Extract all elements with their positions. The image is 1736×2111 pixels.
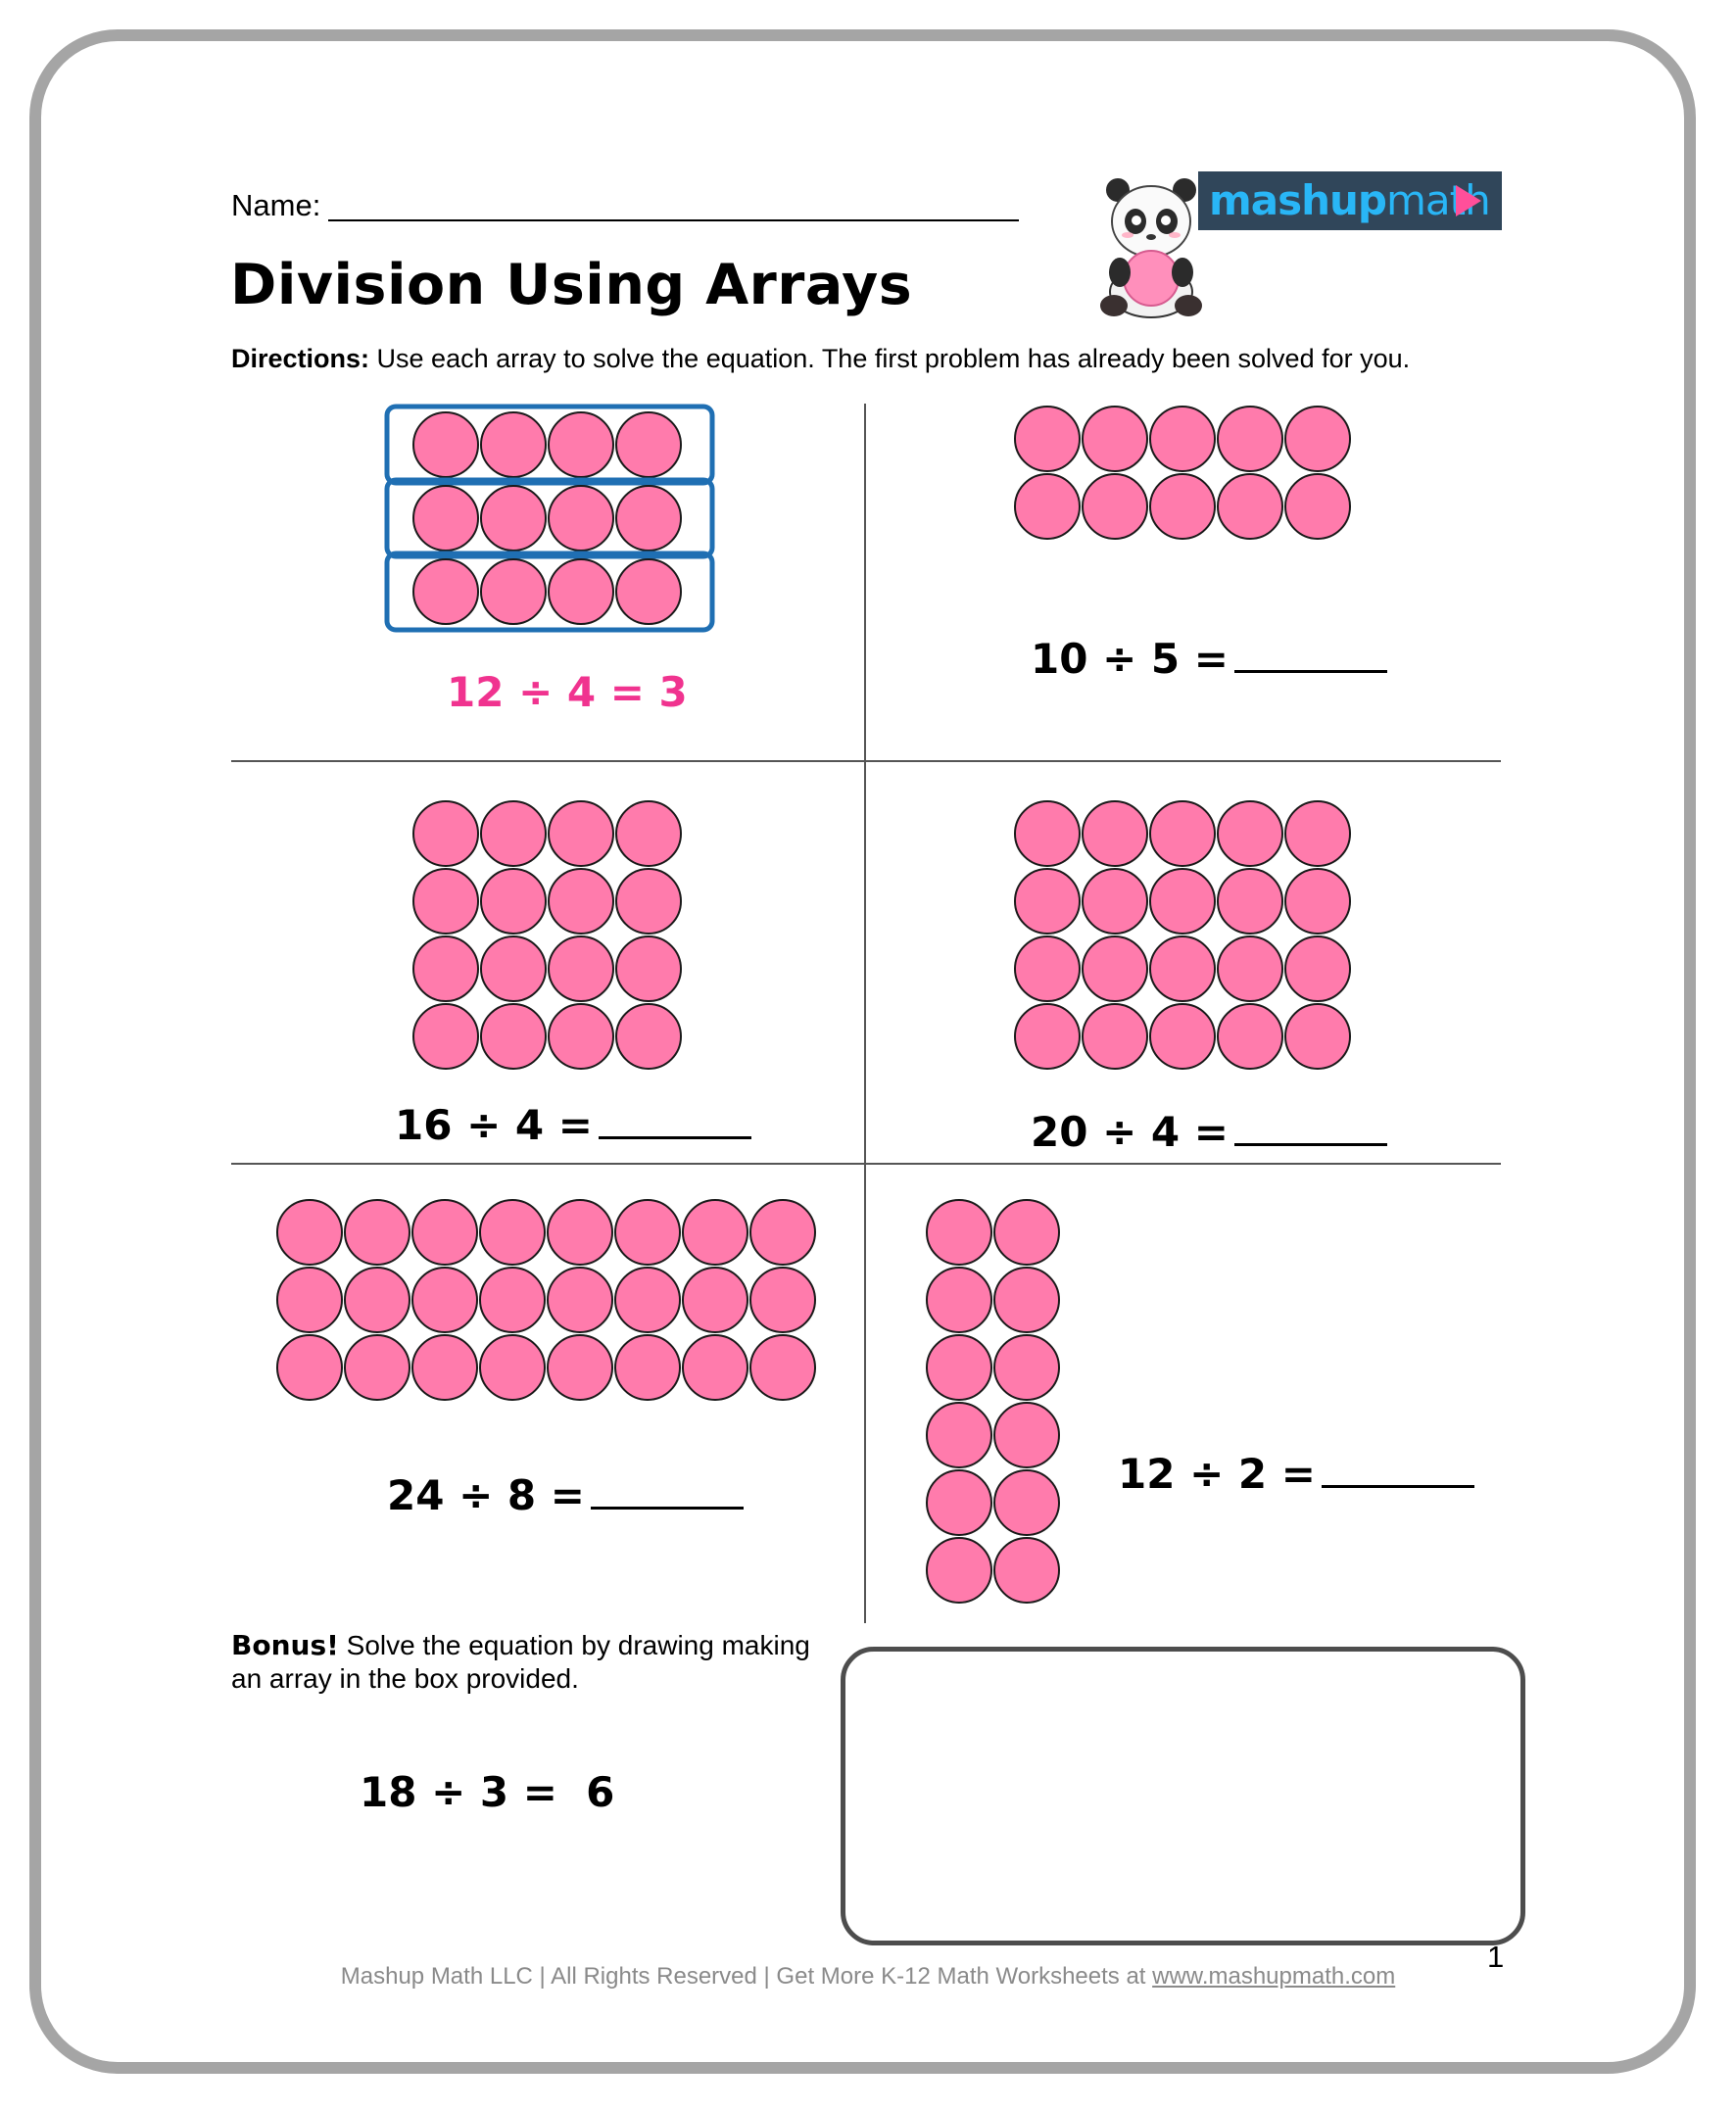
- array-dot: [1083, 936, 1147, 1001]
- array-dot: [1285, 801, 1350, 866]
- array-dot: [548, 1268, 612, 1332]
- dot-array-3: [410, 798, 704, 1092]
- array-dot: [1015, 1004, 1080, 1069]
- equation-6: [1118, 1450, 1474, 1498]
- array-dot: [480, 1335, 545, 1400]
- array-dot: [750, 1268, 815, 1332]
- array-dot: [549, 412, 613, 477]
- array-dot: [412, 1335, 477, 1400]
- array-dot: [1150, 869, 1215, 934]
- array-dot: [277, 1268, 342, 1332]
- array-dot: [927, 1335, 991, 1400]
- array-dot: [616, 801, 681, 866]
- directions: [231, 344, 1410, 374]
- array-dot: [481, 559, 546, 624]
- array-dot: [1285, 407, 1350, 471]
- array-dot: [1150, 407, 1215, 471]
- array-dot: [616, 1004, 681, 1069]
- array-dot: [616, 869, 681, 934]
- array-dot: [1218, 407, 1282, 471]
- array-dot: [481, 869, 546, 934]
- array-dot: [1150, 801, 1215, 866]
- array-dot: [994, 1538, 1059, 1603]
- array-dot: [1218, 936, 1282, 1001]
- array-dot: [481, 801, 546, 866]
- grid-divider-horizontal: [231, 760, 1501, 762]
- array-dot: [480, 1200, 545, 1265]
- array-dot: [345, 1200, 410, 1265]
- array-dot: [345, 1268, 410, 1332]
- array-dot: [1285, 1004, 1350, 1069]
- equation-2: [1031, 635, 1387, 683]
- dot-array-4: [1012, 798, 1355, 1092]
- array-dot: [683, 1268, 747, 1332]
- dot-array-2: [1012, 404, 1355, 551]
- bonus-drawing-box[interactable]: [841, 1647, 1525, 1945]
- bonus-text-line2: an array in the box provided.: [231, 1663, 579, 1694]
- array-dot: [345, 1335, 410, 1400]
- equation-5-text: 24 ÷ 8 =: [387, 1471, 585, 1519]
- array-dot: [1083, 1004, 1147, 1069]
- footer-link[interactable]: www.mashupmath.com: [1152, 1963, 1396, 1990]
- array-dot: [548, 1200, 612, 1265]
- array-dot: [994, 1268, 1059, 1332]
- array-dot: [994, 1200, 1059, 1265]
- equation-5: [387, 1471, 744, 1519]
- equation-4: [1031, 1108, 1387, 1156]
- array-dot: [413, 869, 478, 934]
- array-dot: [927, 1470, 991, 1535]
- play-icon: [1456, 185, 1481, 216]
- array-dot: [683, 1335, 747, 1400]
- array-dot: [1015, 936, 1080, 1001]
- array-dot: [1150, 1004, 1215, 1069]
- answer-blank-2[interactable]: [1234, 637, 1387, 673]
- array-dot: [1285, 936, 1350, 1001]
- array-dot: [1150, 474, 1215, 539]
- array-dot: [750, 1335, 815, 1400]
- array-dot: [549, 869, 613, 934]
- array-dot: [927, 1403, 991, 1467]
- array-dot: [413, 936, 478, 1001]
- array-dot: [1150, 936, 1215, 1001]
- dot-array-6: [924, 1197, 1071, 1608]
- array-dot: [1083, 474, 1147, 539]
- page-number: 1: [1487, 1940, 1505, 1974]
- equation-3-text: 16 ÷ 4 =: [395, 1101, 593, 1149]
- array-dot: [413, 559, 478, 624]
- name-write-line[interactable]: [328, 219, 1019, 221]
- array-dot: [1015, 407, 1080, 471]
- brand-logo-text: [1209, 176, 1490, 224]
- array-dot: [615, 1200, 680, 1265]
- array-dot: [1218, 474, 1282, 539]
- array-dot: [750, 1200, 815, 1265]
- array-dot: [413, 486, 478, 551]
- array-dot: [412, 1200, 477, 1265]
- answer-blank-6[interactable]: [1322, 1452, 1474, 1488]
- equation-1: 12 ÷ 4 = 3: [447, 668, 688, 716]
- array-dot: [480, 1268, 545, 1332]
- array-dot: [1285, 869, 1350, 934]
- array-dot: [1083, 407, 1147, 471]
- array-dot: [994, 1335, 1059, 1400]
- array-dot: [1015, 869, 1080, 934]
- equation-3: [395, 1101, 751, 1149]
- array-dot: [413, 801, 478, 866]
- array-dot: [481, 1004, 546, 1069]
- array-dot: [481, 936, 546, 1001]
- array-dot: [412, 1268, 477, 1332]
- bonus-label: Bonus!: [231, 1629, 339, 1661]
- array-dot: [548, 1335, 612, 1400]
- directions-label: Directions:: [231, 344, 370, 373]
- equation-2-text: 10 ÷ 5 =: [1031, 635, 1229, 683]
- footer-text: Mashup Math LLC | All Rights Reserved | Get More K-12 Math Worksheets at: [340, 1963, 1153, 1990]
- answer-blank-5[interactable]: [591, 1473, 744, 1510]
- array-dot: [1083, 869, 1147, 934]
- dot-array-5: [274, 1197, 823, 1422]
- array-dot: [616, 936, 681, 1001]
- array-dot: [927, 1268, 991, 1332]
- bonus-instructions: [231, 1629, 810, 1696]
- array-dot: [615, 1268, 680, 1332]
- array-dot: [413, 1004, 478, 1069]
- array-dot: [481, 486, 546, 551]
- array-dot: [616, 486, 681, 551]
- array-dot: [1015, 801, 1080, 866]
- array-dot: [549, 801, 613, 866]
- array-dot: [549, 936, 613, 1001]
- array-dot: [927, 1200, 991, 1265]
- answer-blank-3[interactable]: [599, 1103, 751, 1139]
- array-dot: [277, 1335, 342, 1400]
- brand-name-part2: math: [1385, 176, 1490, 224]
- bonus-equation: 18 ÷ 3 = 6: [360, 1768, 615, 1816]
- grid-divider-horizontal: [231, 1163, 1501, 1165]
- array-dot: [1218, 1004, 1282, 1069]
- bonus-text-line1: Solve the equation by drawing making: [338, 1630, 810, 1660]
- name-label: Name:: [231, 188, 321, 222]
- array-dot: [1218, 869, 1282, 934]
- array-dot: [927, 1538, 991, 1603]
- array-dot: [481, 412, 546, 477]
- answer-blank-4[interactable]: [1234, 1110, 1387, 1146]
- worksheet-title: Division Using Arrays: [230, 253, 913, 317]
- grid-divider-vertical: [864, 404, 866, 1623]
- array-dot: [683, 1200, 747, 1265]
- array-dot: [616, 412, 681, 477]
- footer: [0, 1963, 1736, 1991]
- array-dot: [994, 1470, 1059, 1535]
- directions-text: Use each array to solve the equation. The first problem has already been solved for you.: [369, 344, 1411, 373]
- array-dot: [1015, 474, 1080, 539]
- array-dot: [549, 559, 613, 624]
- array-dot: [994, 1403, 1059, 1467]
- panda-holding-ball-icon: [1092, 176, 1210, 323]
- array-dot: [1083, 801, 1147, 866]
- array-dot: [1285, 474, 1350, 539]
- array-dot: [616, 559, 681, 624]
- array-dot: [549, 486, 613, 551]
- array-dot: [549, 1004, 613, 1069]
- equation-6-text: 12 ÷ 2 =: [1118, 1450, 1316, 1498]
- equation-4-text: 20 ÷ 4 =: [1031, 1108, 1229, 1156]
- array-dot: [413, 412, 478, 477]
- dot-array-1: [379, 394, 722, 629]
- array-dot: [1218, 801, 1282, 866]
- array-dot: [277, 1200, 342, 1265]
- brand-name-part1: mashup: [1209, 176, 1386, 224]
- array-dot: [615, 1335, 680, 1400]
